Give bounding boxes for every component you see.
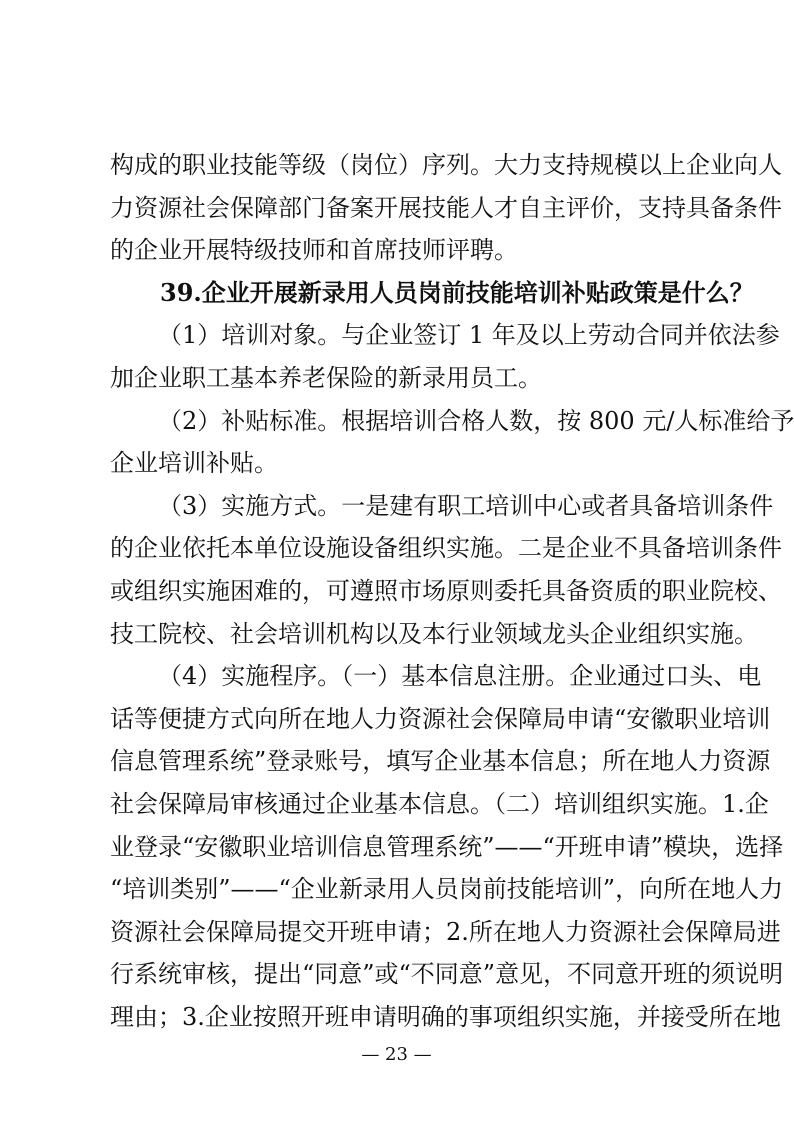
paragraph-line: 技工院校、社会培训机构以及本行业领域龙头企业组织实施。 bbox=[110, 620, 758, 648]
paragraph-line: 信息管理系统”登录账号，填写企业基本信息；所在地人力资源 bbox=[110, 747, 771, 775]
paragraph-line: “培训类别”——“企业新录用人员岗前技能培训”，向所在地人力 bbox=[110, 875, 784, 903]
paragraph-line: （1）培训对象。与企业签订 1 年及以上劳动合同并依法参 bbox=[158, 321, 780, 349]
paragraph-line: 行系统审核，提出“同意”或“不同意”意见，不同意开班的须说明 bbox=[110, 960, 784, 988]
paragraph-line: 或组织实施困难的，可遵照市场原则委托具备资质的职业院校、 bbox=[110, 577, 782, 605]
paragraph-line: 话等便捷方式向所在地人力资源社会保障局申请“安徽职业培训 bbox=[110, 705, 771, 733]
paragraph-line: 的企业开展特级技师和首席技师评聘。 bbox=[110, 236, 518, 264]
page-number: — 23 — bbox=[361, 1044, 432, 1065]
paragraph-line: 社会保障局审核通过企业基本信息。（二）培训组织实施。1.企 bbox=[110, 790, 769, 818]
paragraph-line: （2）补贴标准。根据培训合格人数，按 800 元/人标准给予 bbox=[158, 407, 794, 435]
paragraph-line: 的企业依托本单位设施设备组织实施。二是企业不具备培训条件 bbox=[110, 534, 782, 562]
paragraph-line: 理由；3.企业按照开班申请明确的事项组织实施，并接受所在地 bbox=[110, 1003, 781, 1031]
paragraph-line: 加企业职工基本养老保险的新录用员工。 bbox=[110, 364, 542, 392]
paragraph-line: （3）实施方式。一是建有职工培训中心或者具备培训条件 bbox=[158, 492, 774, 520]
paragraph-line: 业登录“安徽职业培训信息管理系统”——“开班申请”模块，选择 bbox=[110, 833, 784, 861]
paragraph-line: （4）实施程序。（一）基本信息注册。企业通过口头、电 bbox=[158, 662, 762, 690]
paragraph-line: 资源社会保障局提交开班申请；2.所在地人力资源社会保障局进 bbox=[110, 918, 781, 946]
paragraph-line: 力资源社会保障部门备案开展技能人才自主评价，支持具备条件 bbox=[110, 194, 782, 222]
paragraph-line: 构成的职业技能等级（岗位）序列。大力支持规模以上企业向人 bbox=[110, 151, 782, 179]
section-heading: 39.企业开展新录用人员岗前技能培训补贴政策是什么？ bbox=[160, 278, 754, 307]
paragraph-line: 企业培训补贴。 bbox=[110, 449, 278, 477]
